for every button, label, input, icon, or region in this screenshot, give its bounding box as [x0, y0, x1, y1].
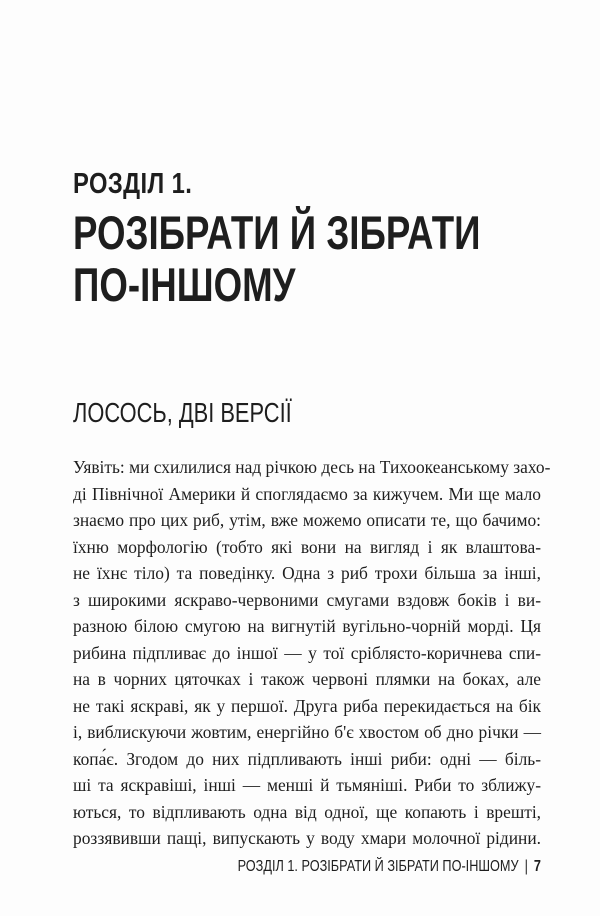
text-line: не їхнє тіло) та поведінку. Одна з риб трохи більша за інші, — [73, 563, 541, 583]
chapter-title-line: ПО-ІНШОМУ — [73, 258, 296, 311]
text-line: і, виблискуючи жовтим, енергійно б'є хвостом об дно річки — — [73, 722, 541, 742]
text-line: не такі яскраві, як у першої. Друга риба перекидається на бік — [73, 695, 541, 716]
text-line: на в чорних цяточках і також червоні плямки на боках, але — [73, 669, 541, 689]
text-line: разною білою смугою на вигнутій вугільно-чорній морді. Ця — [73, 616, 541, 636]
section-heading: ЛОСОСЬ, ДВІ ВЕРСІЇ — [73, 397, 292, 428]
text-line: знаємо про цих риб, утім, вже можемо описати те, що бачимо: — [73, 510, 541, 530]
running-footer — [238, 858, 541, 876]
text-line: ші та яскравіші, інші — менші й тьмяніші. Риби то зближу- — [73, 775, 541, 795]
text-line: з широкими яскраво-червоними смугами вздовж боків і ви- — [73, 589, 541, 610]
chapter-title — [73, 207, 480, 311]
chapter-title-line: РОЗІБРАТИ Й ЗІБРАТИ — [73, 206, 481, 259]
chapter-label: РОЗДІЛ 1. — [73, 168, 193, 200]
body-paragraph — [73, 454, 551, 852]
footer-separator: | — [524, 858, 528, 875]
running-head: РОЗДІЛ 1. РОЗІБРАТИ Й ЗІБРАТИ ПО-ІНШОМУ — [237, 858, 519, 875]
text-line: їхню морфологію (тобто які вони на вигляд і як влаштова- — [73, 536, 541, 557]
text-line: роззявивши пащі, випускають у воду хмари молочної рідини. — [73, 828, 541, 848]
page-number: 7 — [533, 858, 541, 875]
text-line: рибина підпливає до іншої — у тої сріблясто-коричнева спи- — [73, 642, 541, 663]
text-line: ді Північної Америки й споглядаємо за кижучем. Ми ще мало — [73, 483, 541, 504]
text-line: копа́є. Згодом до них підпливають інші риби: одні — біль- — [73, 748, 541, 769]
text-line: ються, то відпливають одна від одної, ще копають і врешті, — [73, 801, 541, 822]
text-line: Уявіть: ми схилилися над річкою десь на Тихоокеанському захо- — [73, 457, 551, 477]
